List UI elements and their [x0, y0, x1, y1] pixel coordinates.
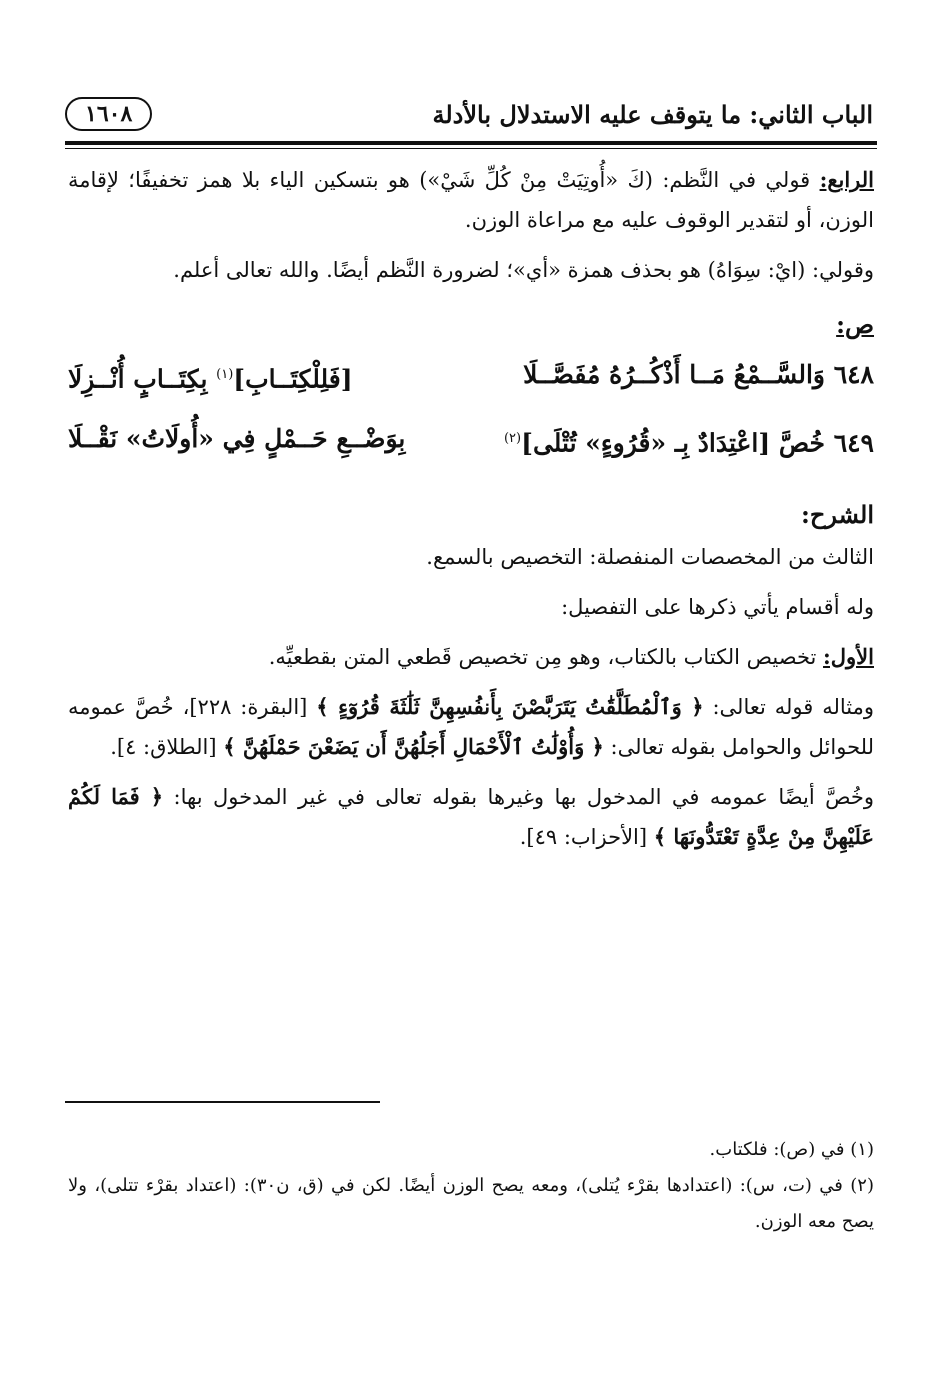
paragraph-example: ومثاله قوله تعالى: ﴿ وَٱلْمُطَلَّقَٰتُ يَتَرَبَّصْنَ بِأَنفُسِهِنَّ ثَلَٰثَةَ قُرُوٓءٍ ﴾ [البقرة: ٢٢٨]، خُصَّ عمومه للحوائل والحوامل بقوله تعالى: ﴿ وَأُوْلَٰتُ ٱلْأَحْمَالِ أَجَلُهُنَّ أَن يَضَعْنَ حَمْلَهُنَّ ﴾ [الطلاق: ٤]. [68, 693, 874, 759]
footnote-separator [65, 1101, 380, 1103]
footnote-ref: (١) [216, 367, 234, 382]
footnote: (٢) في (ت، س): (اعتدادها بقرْء يُتلى)، ومعه يصح الوزن أيضًا. لكن في (ق، ن٣٠): (اعتداد بقرْء تتلى)، ولا يصح معه الوزن. [68, 1175, 874, 1232]
paragraph-rabi: الرابع: قولي في النَّظم: (كَ «أُوتِيَتْ مِنْ كُلِّ شَيْ») هو بتسكين الياء بلا همز تخفيفًا؛ لإقامة الوزن، أو لتقدير الوقوف عليه مع مراعاة الوزن. [68, 167, 874, 232]
lead-word: الأول: [823, 643, 874, 669]
page-body [68, 160, 874, 857]
paragraph-also: وخُصَّ أيضًا عمومه في المدخول بها وغيرها بقوله تعالى في غير المدخول بها: ﴿ فَمَا لَكُمْ عَلَيْهِنَّ مِنْ عِدَّةٍ تَعْتَدُّونَهَا ﴾ [الأحزاب: ٤٩]. [68, 783, 875, 849]
footnote-ref: (٢) [503, 431, 522, 447]
paragraph-third: الثالث من المخصصات المنفصلة: التخصيص بالسمع. [426, 544, 874, 569]
lead-word: الرابع: [819, 167, 874, 192]
quran-verse: ﴿ وَأُوْلَٰتُ ٱلْأَحْمَالِ أَجَلُهُنَّ أَن يَضَعْنَ حَمْلَهُنَّ ﴾ [223, 733, 604, 759]
section-heading-sad: ص: [836, 310, 874, 339]
poem-hemistich-left: [فَلِلْكِتَــابِ]$^{(١)}$ بِكِتَــابٍ أُنْــزِلَا [68, 364, 353, 394]
paragraph-qawli: وقولي: (ايْ: سِوَاهُ) هو بحذف همزة «أي»؛ لضرورة النَّظم أيضًا. والله تعالى أعلم. [173, 258, 874, 282]
page-number: ١٦٠٨ [65, 97, 152, 131]
quran-verse: ﴿ فَمَا لَكُمْ عَلَيْهِنَّ مِنْ عِدَّةٍ تَعْتَدُّونَهَا ﴾ [68, 783, 874, 849]
footnotes [68, 1132, 874, 1240]
footnote: (١) في (ص): فلكتاب. [709, 1139, 874, 1160]
poem-hemistich-left: بِوَضْــعِ حَــمْلٍ فِي «أُولَاتُ» نَقْــلَا [68, 424, 406, 454]
poem-line [68, 345, 874, 409]
header-rule-thin [65, 148, 877, 149]
chapter-title: الباب الثاني: ما يتوقف عليه الاستدلال بالأدلة [432, 99, 873, 129]
paragraph-first: الأول: تخصيص الكتاب بالكتاب، وهو مِن تخصيص قَطعي المتن بقطعيِّه. [268, 643, 874, 669]
header-rule [65, 141, 877, 145]
poem-hemistich-right: ٦٤٩ خُصَّ [اعْتِدَادٌ بِـ «قُرُوءٍ» تُتْلَى]$^{(٢)}$ [503, 428, 874, 458]
poem-line [68, 409, 874, 473]
section-heading-sharh: الشرح: [801, 499, 874, 529]
running-header [65, 86, 877, 142]
quran-verse: ﴿ وَٱلْمُطَلَّقَٰتُ يَتَرَبَّصْنَ بِأَنفُسِهِنَّ ثَلَٰثَةَ قُرُوٓءٍ ﴾ [316, 693, 704, 719]
poem-hemistich-right: ٦٤٨ وَالسَّــمْعُ مَــا أَذْكُــرُهُ مُفَصَّــلَا [523, 360, 874, 389]
poem-block [68, 345, 874, 474]
paragraph-aqsam: وله أقسام يأتي ذكرها على التفصيل: [561, 594, 874, 619]
